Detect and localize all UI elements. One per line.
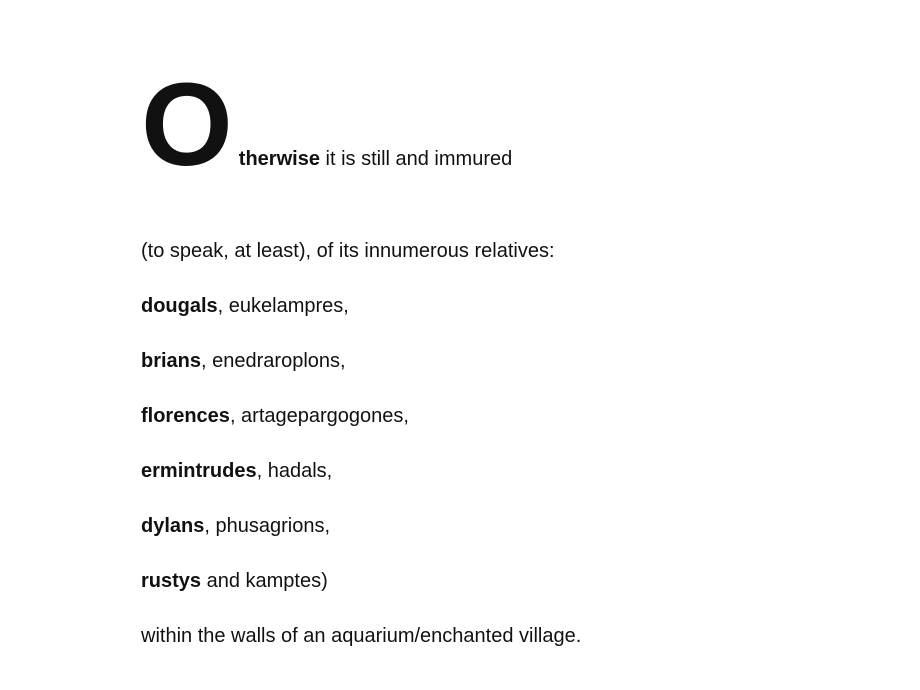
paragraph-rest-text: , hadals, bbox=[256, 460, 333, 482]
paragraph-rest-text: , eukelampres, bbox=[217, 295, 349, 317]
opening-rest-text: it is still and immured bbox=[319, 148, 513, 170]
opening-paragraph bbox=[141, 59, 860, 218]
paragraph-line bbox=[141, 444, 860, 499]
paragraph-lead-word: ermintrudes bbox=[141, 460, 257, 482]
paragraph-lead-word: dylans bbox=[141, 515, 205, 537]
paragraph-rest-text: , artagepargogones, bbox=[229, 405, 409, 427]
paragraph-line bbox=[141, 224, 860, 279]
paragraph-rest-text: , enedraroplons, bbox=[201, 350, 346, 372]
paragraph-lead-word: rustys bbox=[141, 570, 202, 592]
paragraph-lead-word: brians bbox=[141, 350, 202, 372]
paragraph-line bbox=[141, 609, 860, 664]
paragraph-line bbox=[141, 334, 860, 389]
dropcap-letter: O bbox=[141, 59, 233, 191]
paragraph-rest-text: within the walls of an aquarium/enchanted village. bbox=[141, 625, 582, 647]
paragraph-rest-text: , phusagrions, bbox=[204, 515, 330, 537]
paragraph-rest-text: and kamptes) bbox=[201, 570, 328, 592]
paragraph-line bbox=[141, 554, 860, 609]
opening-bold-word: therwise bbox=[238, 148, 320, 170]
body-paragraphs bbox=[141, 224, 860, 664]
paragraph-lead-word: dougals bbox=[141, 295, 218, 317]
paragraph-line bbox=[141, 279, 860, 334]
paragraph-line bbox=[141, 389, 860, 444]
paragraph-lead-word: florences bbox=[141, 405, 230, 427]
paragraph-rest-text: (to speak, at least), of its innumerous relatives: bbox=[141, 240, 555, 262]
paragraph-line bbox=[141, 499, 860, 554]
